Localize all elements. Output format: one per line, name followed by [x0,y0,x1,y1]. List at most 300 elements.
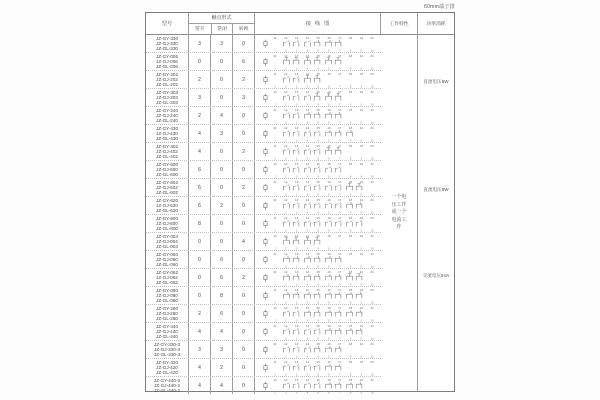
normally-open-count: 6 [189,197,211,214]
wiring-diagram-svg [255,143,381,160]
svg-text:20: 20 [370,35,374,40]
svg-text:16: 16 [327,377,331,382]
svg-text:6: 6 [328,102,330,106]
svg-text:4: 4 [306,120,309,124]
model-name: JZ-GJ-303 [156,94,178,100]
svg-text:19: 19 [359,377,364,382]
svg-text:9: 9 [360,282,363,286]
table-row [146,35,381,52]
svg-text:5: 5 [317,246,320,250]
wiring-diagram-svg [255,287,381,304]
svg-text:19: 19 [359,143,364,148]
normally-closed-count: 3 [211,125,233,142]
svg-text:20: 20 [370,161,374,166]
svg-text:13: 13 [294,305,299,310]
svg-text:11: 11 [273,359,277,364]
svg-text:14: 14 [305,125,310,130]
svg-text:17: 17 [338,269,342,274]
svg-text:11: 11 [273,197,277,202]
svg-text:1: 1 [274,228,276,232]
svg-text:9: 9 [360,156,363,160]
svg-text:5: 5 [317,390,320,394]
svg-text:11: 11 [273,125,277,130]
model-name: JZ-GY-260 [155,305,179,311]
normally-closed-count: 2 [211,359,233,376]
normally-closed-count: 3 [211,35,233,52]
model-name: JZ-GY-240 [155,107,179,113]
svg-text:20: 20 [370,107,374,112]
model-name: JZ-GL-800 [156,226,178,232]
svg-text:2: 2 [284,138,287,142]
svg-text:10: 10 [370,318,374,322]
svg-text:9: 9 [360,246,363,250]
model-name: JZ-GJ-060 [156,256,178,262]
svg-text:19: 19 [359,269,364,274]
svg-text:5: 5 [317,300,320,304]
svg-text:4: 4 [306,138,309,142]
normally-closed-count: 0 [211,143,233,160]
svg-text:12: 12 [284,179,288,184]
svg-text:12: 12 [284,269,288,274]
svg-text:20: 20 [370,143,374,148]
svg-text:5: 5 [317,372,320,376]
svg-text:5: 5 [317,102,320,106]
normally-open-count: 4 [189,143,211,160]
model-cell [146,323,189,340]
svg-text:19: 19 [359,89,364,94]
svg-text:16: 16 [327,251,331,256]
table-row [146,142,381,160]
table-row [146,106,381,124]
svg-text:16: 16 [327,305,331,310]
svg-text:14: 14 [305,377,310,382]
table-row [146,250,381,268]
normally-closed-count: 3 [211,341,233,358]
svg-text:20: 20 [370,71,374,76]
svg-text:9: 9 [360,120,363,124]
svg-text:7: 7 [338,336,341,340]
svg-text:4: 4 [306,210,309,214]
header-contact-form [189,13,255,34]
svg-text:5: 5 [317,282,320,286]
svg-text:10: 10 [370,120,374,124]
svg-text:11: 11 [273,215,277,220]
table-row [146,358,381,376]
svg-text:19: 19 [359,35,364,40]
table-row [146,232,381,250]
header-contact-form-label: 触点形式 [189,13,254,24]
svg-text:10: 10 [370,48,374,52]
model-name: JZ-GL-600 [156,172,178,178]
svg-text:11: 11 [273,233,277,238]
svg-text:3: 3 [295,174,298,178]
svg-text:16: 16 [327,53,331,58]
svg-text:20: 20 [370,89,374,94]
svg-text:15: 15 [316,197,320,202]
svg-text:10: 10 [370,390,374,394]
changeover-count: 0 [233,161,255,178]
svg-text:20: 20 [370,359,374,364]
model-cell [146,251,189,268]
normally-closed-count: 2 [211,197,233,214]
table-body [146,35,381,394]
svg-text:8: 8 [349,138,352,142]
svg-text:20: 20 [370,341,374,346]
svg-text:17: 17 [338,215,342,220]
svg-text:8: 8 [349,318,352,322]
svg-text:13: 13 [294,377,299,382]
wiring-diagram-svg [255,53,381,70]
svg-text:9: 9 [360,354,363,358]
svg-text:7: 7 [338,246,341,250]
normally-open-count: 2 [189,305,211,322]
svg-text:2: 2 [284,318,287,322]
svg-text:19: 19 [359,53,364,58]
svg-text:14: 14 [305,197,310,202]
svg-text:14: 14 [305,89,310,94]
svg-text:9: 9 [360,174,363,178]
power-label-ac: 交流电压5VA [422,273,450,278]
table-row [146,376,381,394]
svg-text:5: 5 [317,264,320,268]
header-contact-subcolumns [189,24,254,34]
svg-text:13: 13 [294,197,299,202]
svg-text:13: 13 [294,251,299,256]
svg-text:1: 1 [274,354,276,358]
wiring-diagram [255,215,381,232]
svg-text:18: 18 [348,323,353,328]
svg-text:15: 15 [316,125,320,130]
svg-text:7: 7 [338,318,341,322]
svg-text:1: 1 [274,120,276,124]
svg-text:11: 11 [273,53,277,58]
svg-text:6: 6 [328,246,330,250]
model-name: JZ-GY-330 [155,35,179,41]
svg-text:4: 4 [306,354,309,358]
changeover-count: 0 [233,35,255,52]
svg-text:11: 11 [273,89,277,94]
model-name: JZ-GJ-004 [156,238,178,244]
svg-text:2: 2 [284,174,287,178]
svg-text:2: 2 [284,210,287,214]
svg-text:8: 8 [349,264,352,268]
svg-text:16: 16 [327,233,331,238]
wiring-diagram [255,179,381,196]
svg-text:6: 6 [328,282,330,286]
svg-text:11: 11 [273,377,277,382]
svg-text:6: 6 [328,120,330,124]
svg-text:1: 1 [274,390,276,394]
terminal-block-note: 60mm端子排 [424,4,455,10]
wiring-diagram [255,341,381,358]
svg-text:15: 15 [316,251,320,256]
svg-text:9: 9 [360,300,363,304]
svg-text:3: 3 [295,372,298,376]
svg-text:7: 7 [338,120,341,124]
wiring-diagram [255,359,381,376]
svg-text:9: 9 [360,102,363,106]
svg-text:9: 9 [360,48,363,52]
svg-text:4: 4 [306,390,309,394]
svg-text:20: 20 [370,377,374,382]
svg-text:5: 5 [317,210,320,214]
svg-text:17: 17 [338,143,342,148]
svg-text:18: 18 [348,233,353,238]
svg-text:2: 2 [284,48,287,52]
model-name: JZ-GJ-440 [156,328,178,334]
svg-text:4: 4 [306,336,309,340]
svg-text:12: 12 [284,53,288,58]
normally-open-count: 0 [189,269,211,286]
svg-text:6: 6 [328,264,330,268]
svg-text:20: 20 [370,305,374,310]
svg-text:6: 6 [328,66,330,70]
normally-closed-count: 6 [211,269,233,286]
wiring-diagram-svg [255,233,381,250]
svg-text:7: 7 [338,102,341,106]
svg-text:10: 10 [370,300,374,304]
svg-text:7: 7 [338,192,341,196]
svg-text:14: 14 [305,341,310,346]
svg-text:18: 18 [348,359,353,364]
svg-text:2: 2 [284,156,287,160]
svg-text:10: 10 [370,282,374,286]
model-cell [146,179,189,196]
svg-text:20: 20 [370,233,374,238]
wiring-diagram-svg [255,107,381,124]
svg-text:17: 17 [338,377,342,382]
model-cell [146,215,189,232]
svg-text:14: 14 [305,161,310,166]
svg-text:9: 9 [360,210,363,214]
model-cell [146,377,189,394]
model-name: JZ-GJ-430 [156,130,178,136]
normally-open-count: 4 [189,323,211,340]
table-row [146,268,381,286]
svg-text:7: 7 [338,174,341,178]
model-name: JZ-GL-430 [156,136,178,142]
svg-text:4: 4 [306,102,309,106]
model-name: JZ-GJ-600 [156,166,178,172]
svg-text:13: 13 [294,71,299,76]
model-name: JZ-GY-402 [155,143,179,149]
svg-text:4: 4 [306,300,309,304]
svg-text:1: 1 [274,264,276,268]
svg-text:5: 5 [317,138,320,142]
normally-open-count: 3 [189,89,211,106]
svg-text:10: 10 [370,156,374,160]
svg-text:8: 8 [349,354,352,358]
normally-closed-count: 0 [211,71,233,88]
svg-text:17: 17 [338,341,342,346]
svg-text:14: 14 [305,269,310,274]
svg-text:15: 15 [316,89,320,94]
model-name: JZ-GL-202 [156,82,178,88]
svg-text:18: 18 [348,107,353,112]
svg-text:13: 13 [294,179,299,184]
svg-text:17: 17 [338,233,342,238]
wiring-diagram [255,53,381,70]
normally-open-count: 0 [189,251,211,268]
normally-closed-count: 0 [211,89,233,106]
model-name: JZ-GL-303 [156,100,178,106]
wiring-diagram-svg [255,305,381,322]
svg-text:3: 3 [295,228,298,232]
svg-text:17: 17 [338,71,342,76]
wiring-diagram [255,323,381,340]
svg-text:4: 4 [306,264,309,268]
model-name: JZ-GL-080 [156,298,178,304]
changeover-count: 4 [233,233,255,250]
svg-text:2: 2 [284,102,287,106]
svg-text:20: 20 [370,215,374,220]
model-name: JZ-GL-440-2 [153,388,181,394]
svg-text:2: 2 [284,300,287,304]
working-characteristics-text: 一个电压工作或一个电流工作 [391,195,407,231]
svg-text:19: 19 [359,359,364,364]
svg-text:1: 1 [274,210,276,214]
svg-text:11: 11 [273,161,277,166]
model-name: JZ-GY-602 [155,179,179,185]
svg-text:18: 18 [348,377,353,382]
svg-text:17: 17 [338,287,342,292]
svg-text:7: 7 [338,228,341,232]
svg-text:4: 4 [306,192,309,196]
svg-text:17: 17 [338,107,342,112]
svg-text:10: 10 [370,372,374,376]
svg-text:2: 2 [284,372,287,376]
svg-text:10: 10 [370,228,374,232]
svg-text:12: 12 [284,197,288,202]
svg-text:8: 8 [349,210,352,214]
svg-text:14: 14 [305,287,310,292]
model-name: JZ-GY-440 [155,323,179,329]
svg-text:1: 1 [274,66,276,70]
wiring-diagram [255,161,381,178]
normally-closed-count: 0 [211,161,233,178]
svg-text:2: 2 [284,228,287,232]
svg-text:11: 11 [273,251,277,256]
changeover-count: 0 [233,215,255,232]
svg-text:15: 15 [316,215,320,220]
model-cell [146,233,189,250]
svg-text:2: 2 [284,390,287,394]
svg-text:3: 3 [295,66,298,70]
svg-text:15: 15 [316,323,320,328]
svg-text:13: 13 [294,143,299,148]
wiring-diagram-svg [255,179,381,196]
changeover-count: 2 [233,71,255,88]
svg-text:18: 18 [348,71,353,76]
wiring-diagram [255,125,381,142]
svg-text:9: 9 [360,228,363,232]
svg-text:12: 12 [284,215,288,220]
svg-text:7: 7 [338,48,341,52]
svg-text:17: 17 [338,359,342,364]
model-name: JZ-GL-330-3 [153,352,181,358]
svg-text:5: 5 [317,120,320,124]
svg-text:1: 1 [274,192,276,196]
model-name: JZ-GY-080 [155,287,179,293]
svg-text:3: 3 [295,138,298,142]
normally-open-count: 4 [189,377,211,394]
svg-text:11: 11 [273,269,277,274]
svg-text:17: 17 [338,179,342,184]
svg-text:8: 8 [349,120,352,124]
normally-closed-count: 4 [211,323,233,340]
svg-text:14: 14 [305,305,310,310]
model-name: JZ-GL-620 [156,208,178,214]
normally-open-count: 0 [189,53,211,70]
svg-text:10: 10 [370,192,374,196]
wiring-diagram-svg [255,125,381,142]
svg-text:11: 11 [273,323,277,328]
svg-text:16: 16 [327,359,331,364]
changeover-count: 0 [233,323,255,340]
svg-text:18: 18 [348,125,353,130]
svg-text:11: 11 [273,287,277,292]
svg-text:11: 11 [273,179,277,184]
svg-text:6: 6 [328,210,330,214]
svg-text:15: 15 [316,179,320,184]
svg-text:5: 5 [317,228,320,232]
svg-text:1: 1 [274,138,276,142]
svg-text:7: 7 [338,210,341,214]
svg-text:14: 14 [305,143,310,148]
changeover-count: 0 [233,107,255,124]
model-cell [146,71,189,88]
svg-text:8: 8 [349,174,352,178]
svg-text:1: 1 [274,246,276,250]
svg-text:16: 16 [327,215,331,220]
svg-text:19: 19 [359,305,364,310]
svg-text:17: 17 [338,305,342,310]
wiring-diagram [255,269,381,286]
svg-text:4: 4 [306,156,309,160]
svg-text:14: 14 [305,179,310,184]
svg-text:18: 18 [348,35,353,40]
svg-text:19: 19 [359,215,364,220]
svg-text:18: 18 [348,215,353,220]
svg-text:14: 14 [305,35,310,40]
svg-text:15: 15 [316,359,320,364]
table-row [146,178,381,196]
svg-text:16: 16 [327,143,331,148]
model-name: JZ-GY-430 [155,125,179,131]
wiring-diagram-svg [255,89,381,106]
svg-text:16: 16 [327,71,331,76]
svg-text:14: 14 [305,233,310,238]
svg-text:6: 6 [328,48,330,52]
wiring-diagram [255,287,381,304]
svg-text:16: 16 [327,35,331,40]
svg-text:7: 7 [338,354,341,358]
svg-text:17: 17 [338,161,342,166]
svg-text:15: 15 [316,53,320,58]
svg-text:16: 16 [327,179,331,184]
svg-text:13: 13 [294,215,299,220]
svg-text:3: 3 [295,48,298,52]
model-cell [146,89,189,106]
wiring-diagram [255,377,381,394]
model-name: JZ-GY-330-3 [153,341,181,347]
svg-text:16: 16 [327,125,331,130]
model-name: JZ-GL-420 [156,370,178,376]
svg-text:4: 4 [306,66,309,70]
svg-text:10: 10 [370,138,374,142]
svg-text:9: 9 [360,84,363,88]
normally-open-count: 0 [189,233,211,250]
